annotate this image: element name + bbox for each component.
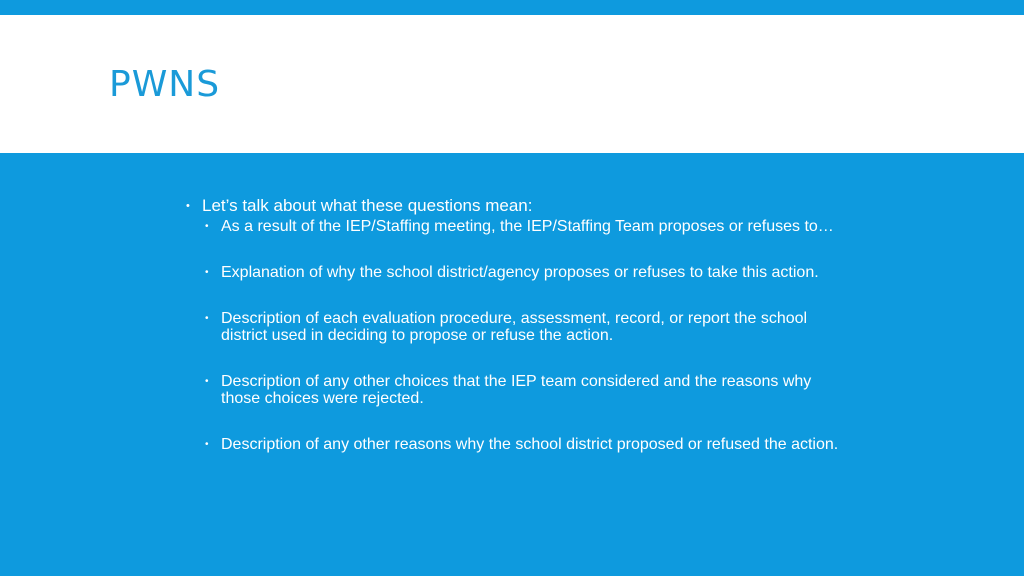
- bullet-icon: •: [205, 376, 209, 387]
- title-area: [0, 15, 1024, 153]
- bullet-icon: •: [205, 313, 209, 324]
- sub-bullet-item: [186, 373, 841, 407]
- bullet-icon: •: [205, 221, 209, 232]
- main-bullet: [186, 196, 846, 216]
- sub-bullet-item: [186, 218, 841, 235]
- top-accent-band: [0, 0, 1024, 15]
- content-area: [0, 153, 1024, 576]
- bullet-icon: •: [205, 267, 209, 278]
- sub-bullet-item: [186, 264, 841, 281]
- main-bullet-text: Let’s talk about what these questions mean:: [202, 196, 533, 215]
- bullet-icon: •: [205, 439, 209, 450]
- sub-bullet-text: Explanation of why the school district/agency proposes or refuses to take this action.: [221, 264, 819, 281]
- slide-title: PWNS: [109, 64, 221, 105]
- sub-bullet-item: [186, 436, 841, 453]
- bullet-icon: •: [186, 200, 190, 212]
- sub-bullet-text: Description of any other reasons why the school district proposed or refused the action.: [221, 436, 839, 453]
- bullet-content: [186, 196, 846, 482]
- sub-bullet-text: As a result of the IEP/Staffing meeting, the IEP/Staffing Team proposes or refuses to…: [221, 218, 834, 235]
- sub-bullet-list: [186, 218, 846, 453]
- sub-bullet-text: Description of any other choices that the IEP team considered and the reasons why those choices were rejected.: [221, 373, 812, 407]
- sub-bullet-text: Description of each evaluation procedure, assessment, record, or report the school district used in deciding to propose or refuse the action.: [221, 310, 808, 344]
- sub-bullet-item: [186, 310, 841, 344]
